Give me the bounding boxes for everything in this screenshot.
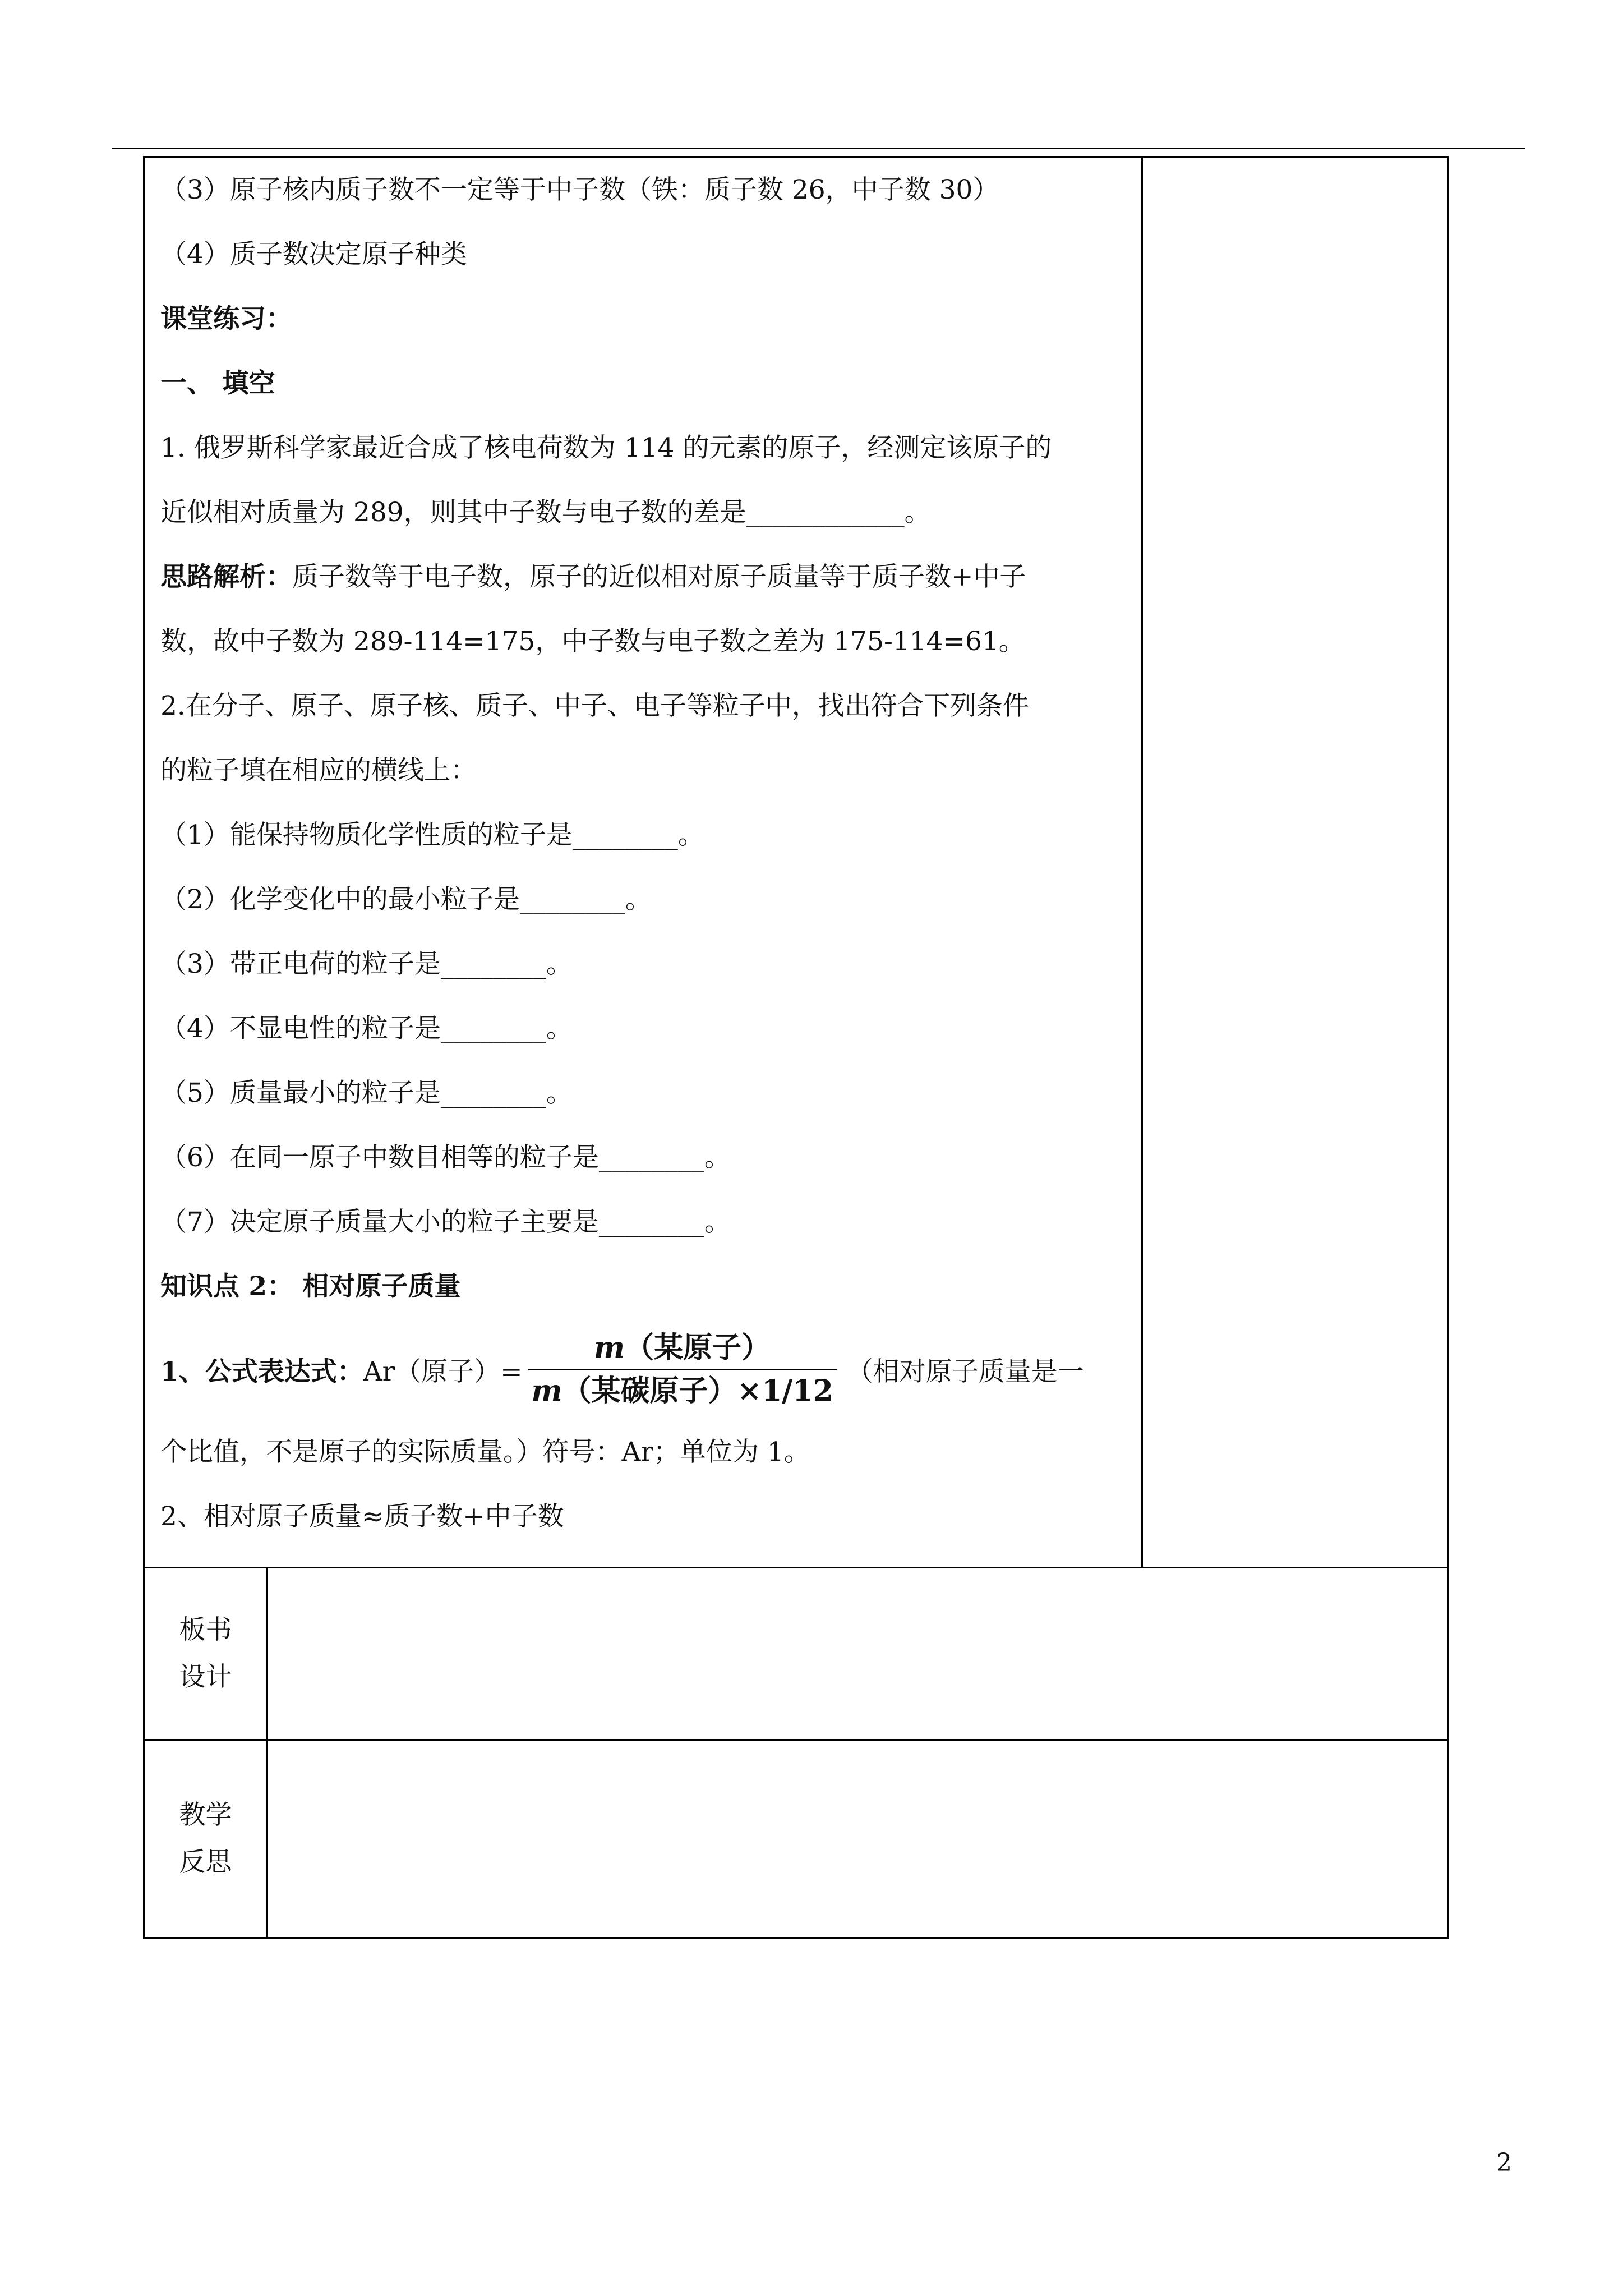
question-1-line-1: 1. 俄罗斯科学家最近合成了核电荷数为 114 的元素的原子，经测定该原子的 bbox=[160, 432, 1052, 463]
question-2-item-4: （4）不显电性的粒子是________。 bbox=[160, 1013, 573, 1044]
reflection-cell bbox=[268, 1740, 1448, 1938]
question-2-item-7: （7）决定原子质量大小的粒子主要是________。 bbox=[160, 1207, 731, 1237]
fraction-bar bbox=[528, 1369, 837, 1370]
formula-label: 1、公式表达式： bbox=[160, 1356, 363, 1387]
notes-cell bbox=[1142, 157, 1448, 1568]
board-design-cell bbox=[268, 1568, 1448, 1740]
formula-note: 个比值，不是原子的实际质量。）符号：Ar；单位为 1。 bbox=[160, 1437, 810, 1467]
formula-fraction bbox=[528, 1329, 837, 1410]
content-row bbox=[144, 157, 1448, 1568]
question-2-item-1: （1）能保持物质化学性质的粒子是________。 bbox=[160, 820, 704, 850]
analysis-label: 思路解析： bbox=[160, 562, 292, 592]
question-2-item-3: （3）带正电荷的粒子是________。 bbox=[160, 949, 573, 979]
item-4: （4）质子数决定原子种类 bbox=[160, 239, 467, 270]
formula-line bbox=[160, 1319, 1131, 1420]
analysis-line-2: 数，故中子数为 289-114=175，中子数与电子数之差为 175-114=61。 bbox=[160, 626, 1025, 657]
header-rule bbox=[112, 148, 1525, 149]
formula-denominator: m（某碳原子）×1/12 bbox=[531, 1373, 833, 1408]
analysis-text: 质子数等于电子数，原子的近似相对原子质量等于质子数+中子 bbox=[292, 562, 1026, 592]
board-design-row bbox=[144, 1568, 1448, 1740]
point-2: 2、相对原子质量≈质子数+中子数 bbox=[160, 1501, 564, 1532]
content-cell bbox=[144, 157, 1142, 1568]
formula-lhs: Ar（原子）= bbox=[363, 1356, 523, 1387]
question-2-item-2: （2）化学变化中的最小粒子是________。 bbox=[160, 884, 652, 915]
item-3: （3）原子核内质子数不一定等于中子数（铁：质子数 26，中子数 30） bbox=[160, 174, 999, 205]
board-design-label: 板书 设计 bbox=[144, 1568, 268, 1740]
formula-numerator: m（某原子） bbox=[594, 1330, 771, 1365]
reflection-row bbox=[144, 1740, 1448, 1938]
lesson-plan-table bbox=[143, 156, 1449, 1939]
knowledge-point-2-heading: 知识点 2： 相对原子质量 bbox=[160, 1271, 461, 1302]
question-2-line-2: 的粒子填在相应的横线上： bbox=[160, 755, 477, 786]
analysis-line-1 bbox=[160, 545, 1131, 609]
fill-heading: 一、 填空 bbox=[160, 368, 275, 399]
formula-tail: （相对原子质量是一 bbox=[846, 1356, 1084, 1387]
question-1-line-2: 近似相对质量为 289，则其中子数与电子数的差是____________。 bbox=[160, 497, 931, 528]
exercise-heading: 课堂练习： bbox=[160, 303, 292, 334]
question-2-line-1: 2.在分子、原子、原子核、质子、中子、电子等粒子中，找出符合下列条件 bbox=[160, 691, 1029, 721]
page-number: 2 bbox=[1496, 2148, 1512, 2177]
reflection-label: 教学 反思 bbox=[144, 1740, 268, 1938]
question-2-item-6: （6）在同一原子中数目相等的粒子是________。 bbox=[160, 1142, 731, 1173]
question-2-item-5: （5）质量最小的粒子是________。 bbox=[160, 1078, 573, 1108]
